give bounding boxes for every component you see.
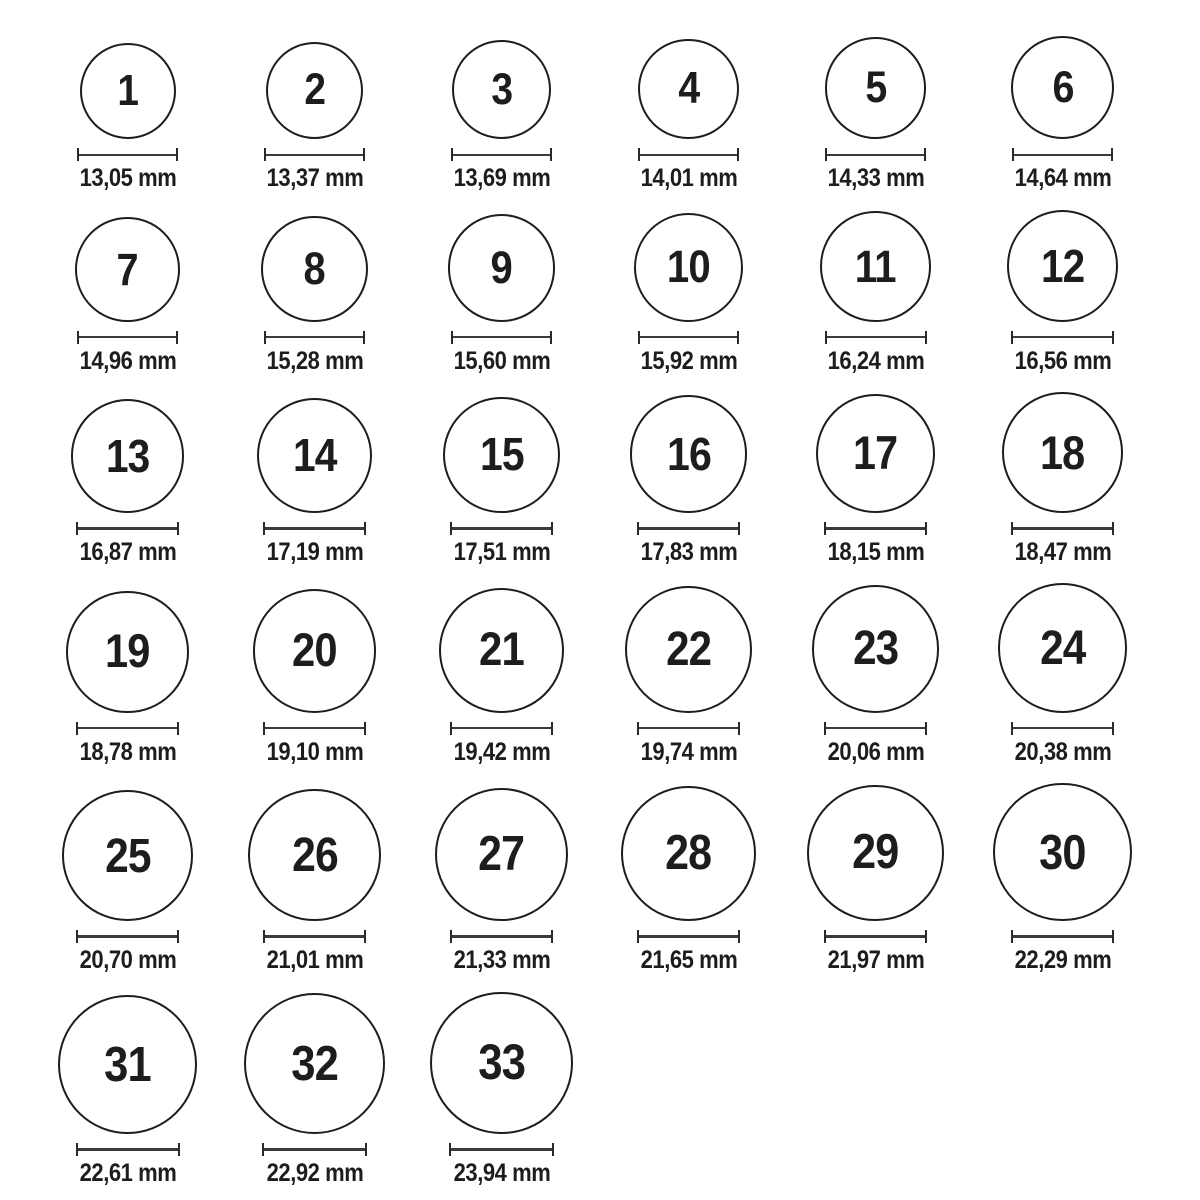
diameter-label: 17,83 mm <box>640 537 737 566</box>
diameter-measure-line <box>264 331 366 344</box>
size-row <box>34 392 1200 566</box>
diameter-label: 16,24 mm <box>827 346 924 375</box>
diameter-label: 18,47 mm <box>1014 537 1111 566</box>
size-circle <box>443 397 559 513</box>
ring-size-cell <box>595 395 782 566</box>
size-number: 15 <box>479 428 524 481</box>
diameter-measure-line <box>450 722 553 735</box>
diameter-measure-line <box>77 331 179 344</box>
diameter-label: 15,60 mm <box>453 346 550 375</box>
ring-size-cell <box>221 589 408 766</box>
diameter-label: 21,01 mm <box>266 946 363 975</box>
ring-size-cell <box>969 583 1156 766</box>
diameter-label: 15,28 mm <box>266 346 363 375</box>
size-number: 21 <box>479 623 524 677</box>
size-circle <box>1002 392 1123 513</box>
ring-size-cell <box>782 585 969 766</box>
ring-size-cell <box>969 783 1156 975</box>
size-circle <box>1007 210 1119 322</box>
size-circle <box>430 992 572 1134</box>
size-circle <box>80 43 176 139</box>
size-number: 24 <box>1039 620 1086 675</box>
size-circle <box>452 40 551 139</box>
size-number: 10 <box>667 241 710 293</box>
size-number: 1 <box>117 66 138 116</box>
diameter-label: 22,92 mm <box>266 1159 363 1188</box>
size-number: 32 <box>291 1034 338 1091</box>
diameter-label: 16,56 mm <box>1014 346 1111 375</box>
size-circle <box>630 395 748 513</box>
ring-size-cell <box>34 399 221 566</box>
ring-size-cell <box>34 995 221 1188</box>
diameter-measure-line <box>450 522 552 535</box>
diameter-label: 20,38 mm <box>1014 737 1111 766</box>
diameter-measure-line <box>77 148 178 161</box>
size-number: 22 <box>665 622 711 676</box>
size-number: 3 <box>491 64 512 114</box>
diameter-label: 13,05 mm <box>79 164 176 193</box>
diameter-measure-line <box>76 1143 180 1156</box>
size-number: 33 <box>478 1034 525 1091</box>
size-circle <box>75 217 180 322</box>
diameter-measure-line <box>450 930 554 943</box>
diameter-measure-line <box>262 1143 366 1156</box>
ring-size-cell <box>595 39 782 193</box>
diameter-label: 20,06 mm <box>827 737 924 766</box>
size-number: 27 <box>478 827 525 882</box>
size-number: 31 <box>104 1036 151 1092</box>
diameter-label: 19,74 mm <box>640 737 737 766</box>
size-number: 26 <box>291 827 338 882</box>
size-circle <box>71 399 184 512</box>
size-row <box>34 583 1200 766</box>
diameter-measure-line <box>1011 331 1113 344</box>
size-circle <box>253 589 377 713</box>
size-number: 20 <box>292 624 337 678</box>
size-circle <box>998 583 1127 712</box>
size-circle <box>820 211 931 322</box>
size-circle <box>62 790 193 921</box>
diameter-label: 13,37 mm <box>266 164 363 193</box>
size-circle <box>816 394 935 513</box>
diameter-measure-line <box>1011 722 1114 735</box>
diameter-measure-line <box>1012 148 1114 161</box>
diameter-label: 18,78 mm <box>79 737 176 766</box>
diameter-label: 21,97 mm <box>827 946 924 975</box>
ring-size-cell <box>969 392 1156 566</box>
size-number: 30 <box>1039 824 1086 880</box>
diameter-measure-line <box>825 331 927 344</box>
ring-size-cell <box>221 216 408 376</box>
diameter-label: 22,61 mm <box>79 1159 176 1188</box>
diameter-measure-line <box>76 522 178 535</box>
ring-size-cell <box>408 588 595 767</box>
ring-size-cell <box>221 789 408 975</box>
diameter-measure-line <box>637 522 740 535</box>
diameter-measure-line <box>824 930 928 943</box>
diameter-measure-line <box>638 148 739 161</box>
diameter-label: 17,19 mm <box>266 537 363 566</box>
size-number: 29 <box>852 825 899 880</box>
diameter-label: 14,33 mm <box>827 164 924 193</box>
diameter-label: 22,29 mm <box>1014 946 1111 975</box>
diameter-measure-line <box>264 148 365 161</box>
diameter-label: 15,92 mm <box>640 346 737 375</box>
diameter-label: 18,15 mm <box>827 537 924 566</box>
size-number: 12 <box>1040 239 1085 292</box>
diameter-label: 16,87 mm <box>79 537 176 566</box>
diameter-measure-line <box>637 722 740 735</box>
size-number: 16 <box>666 427 711 480</box>
diameter-measure-line <box>263 522 365 535</box>
size-circle <box>638 39 738 139</box>
ring-size-cell <box>408 397 595 567</box>
size-circle <box>58 995 198 1135</box>
size-circle <box>448 214 556 322</box>
size-grid <box>34 36 1200 1188</box>
diameter-measure-line <box>825 148 926 161</box>
diameter-measure-line <box>824 522 927 535</box>
ring-size-cell <box>969 36 1156 193</box>
diameter-measure-line <box>638 331 740 344</box>
size-number: 23 <box>852 621 899 675</box>
size-number: 2 <box>304 65 325 115</box>
size-number: 28 <box>665 826 712 881</box>
size-circle <box>244 993 385 1134</box>
diameter-measure-line <box>451 331 553 344</box>
diameter-label: 20,70 mm <box>79 946 176 975</box>
diameter-label: 21,65 mm <box>640 946 737 975</box>
size-number: 14 <box>292 429 337 482</box>
diameter-label: 21,33 mm <box>453 946 550 975</box>
diameter-measure-line <box>451 148 552 161</box>
ring-size-cell <box>34 591 221 767</box>
diameter-measure-line <box>263 930 367 943</box>
size-number: 7 <box>116 243 139 295</box>
diameter-measure-line <box>76 930 179 943</box>
diameter-label: 23,94 mm <box>453 1159 550 1188</box>
ring-size-cell <box>782 37 969 192</box>
size-circle <box>439 588 564 713</box>
ring-size-cell <box>221 993 408 1187</box>
ring-size-cell <box>595 213 782 376</box>
diameter-label: 14,01 mm <box>640 164 737 193</box>
diameter-measure-line <box>637 930 741 943</box>
size-number: 4 <box>678 63 699 113</box>
size-circle <box>266 42 363 139</box>
size-row <box>34 36 1200 193</box>
size-number: 18 <box>1040 425 1085 479</box>
size-circle <box>993 783 1131 921</box>
ring-size-cell <box>969 210 1156 375</box>
size-number: 19 <box>105 625 150 678</box>
size-circle <box>825 37 927 139</box>
diameter-measure-line <box>824 722 927 735</box>
ring-size-cell <box>408 40 595 192</box>
ring-size-cell <box>221 398 408 566</box>
diameter-measure-line <box>449 1143 553 1156</box>
size-number: 25 <box>104 828 151 883</box>
size-number: 17 <box>853 426 898 479</box>
diameter-measure-line <box>1011 930 1115 943</box>
diameter-label: 19,10 mm <box>266 737 363 766</box>
ring-size-cell <box>34 217 221 375</box>
size-number: 13 <box>105 430 150 483</box>
ring-size-cell <box>221 42 408 193</box>
size-row <box>34 783 1200 975</box>
size-circle <box>1011 36 1114 139</box>
ring-size-cell <box>408 992 595 1188</box>
ring-size-cell <box>34 43 221 193</box>
diameter-measure-line <box>1011 522 1114 535</box>
diameter-label: 14,64 mm <box>1014 164 1111 193</box>
size-number: 8 <box>303 242 326 294</box>
size-circle <box>257 398 372 513</box>
size-circle <box>625 586 751 712</box>
size-number: 5 <box>864 62 886 112</box>
ring-size-cell <box>34 790 221 974</box>
size-circle <box>812 585 940 713</box>
diameter-measure-line <box>263 722 366 735</box>
ring-size-cell <box>408 214 595 375</box>
diameter-label: 17,51 mm <box>453 537 550 566</box>
size-number: 11 <box>855 240 896 292</box>
ring-size-cell <box>595 586 782 766</box>
diameter-label: 13,69 mm <box>453 164 550 193</box>
size-row <box>34 210 1200 375</box>
size-circle <box>807 785 944 922</box>
size-circle <box>261 216 367 322</box>
size-circle <box>435 788 569 922</box>
size-number: 9 <box>490 242 513 294</box>
size-circle <box>248 789 380 921</box>
ring-size-cell <box>595 786 782 975</box>
size-circle <box>621 786 756 921</box>
diameter-label: 14,96 mm <box>79 346 176 375</box>
size-circle <box>634 213 743 322</box>
ring-size-cell <box>408 788 595 975</box>
ring-size-cell <box>782 785 969 975</box>
size-number: 6 <box>1051 61 1074 113</box>
diameter-label: 19,42 mm <box>453 737 550 766</box>
diameter-measure-line <box>76 722 179 735</box>
size-row <box>34 992 1200 1188</box>
ring-size-cell <box>782 394 969 567</box>
ring-size-cell <box>782 211 969 375</box>
size-circle <box>66 591 188 713</box>
